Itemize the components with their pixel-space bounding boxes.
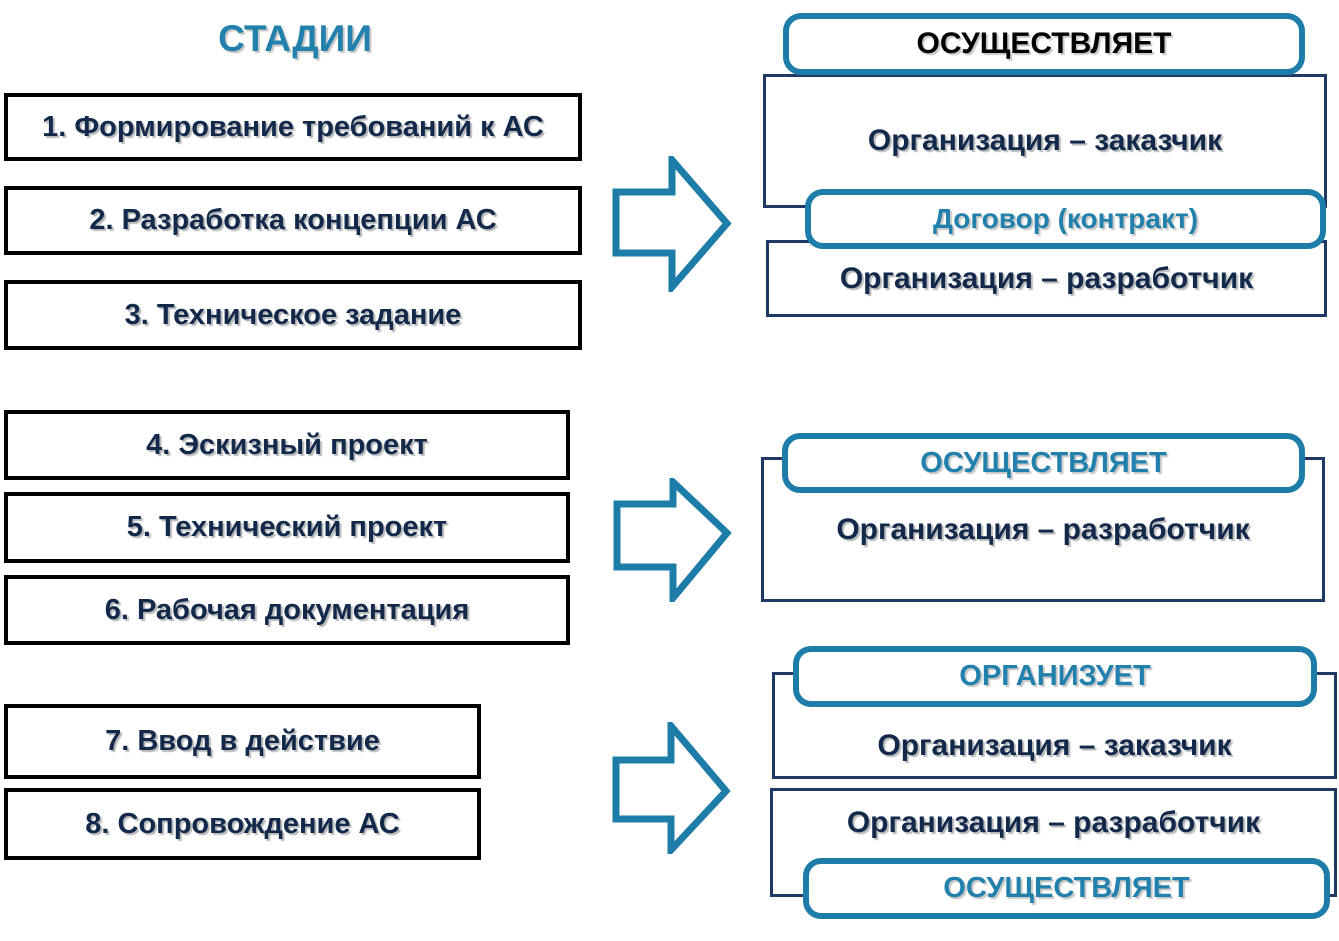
developer-box-top: Организация – разработчик xyxy=(766,240,1327,317)
stage-box-5: 5. Технический проект xyxy=(4,492,570,563)
stage-box-2: 2. Разработка концепции АС xyxy=(4,186,582,255)
stage-box-8: 8. Сопровождение АС xyxy=(4,788,481,860)
arrow-right-icon xyxy=(613,478,733,602)
stage-box-6: 6. Рабочая документация xyxy=(4,575,570,645)
stage-box-7: 7. Ввод в действие xyxy=(4,704,481,779)
contract-badge: Договор (контракт) xyxy=(805,189,1326,249)
performs-badge-top: ОСУЩЕСТВЛЯЕТ xyxy=(783,13,1305,75)
arrow-right-icon xyxy=(612,156,732,292)
customer-box-bottom: Организация – заказчик xyxy=(772,672,1337,779)
arrow-right-icon xyxy=(612,722,732,854)
page-title: СТАДИИ xyxy=(218,18,372,59)
performs-badge-bottom: ОСУЩЕСТВЛЯЕТ xyxy=(803,858,1330,919)
stage-box-3: 3. Техническое задание xyxy=(4,280,582,350)
developer-box-bottom: Организация – разработчик xyxy=(770,788,1337,897)
stage-box-1: 1. Формирование требований к АС xyxy=(4,93,582,161)
developer-box-middle: Организация – разработчик xyxy=(761,457,1325,602)
stage-box-4: 4. Эскизный проект xyxy=(4,410,570,480)
performs-badge-middle: ОСУЩЕСТВЛЯЕТ xyxy=(782,433,1305,493)
customer-box-top: Организация – заказчик xyxy=(763,74,1327,208)
organizes-badge: ОРГАНИЗУЕТ xyxy=(793,646,1317,707)
